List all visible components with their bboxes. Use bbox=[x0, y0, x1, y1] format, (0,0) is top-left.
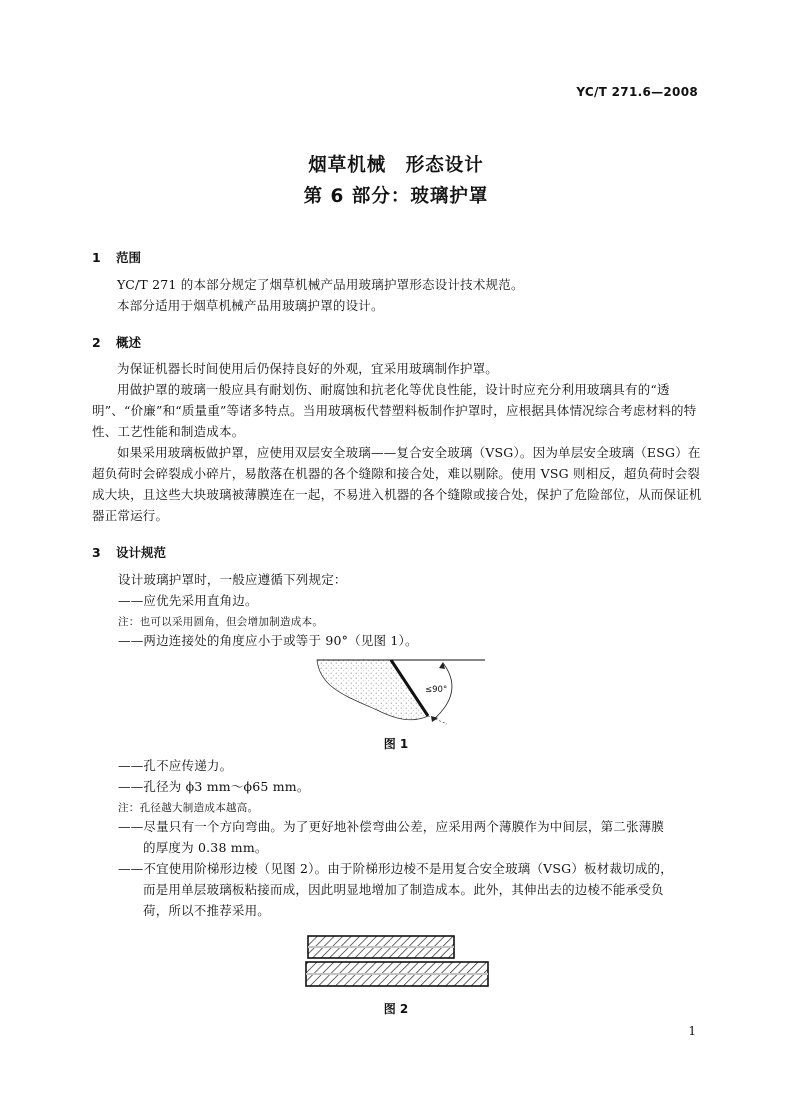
figure1-angle-label: ≤90° bbox=[425, 685, 448, 695]
section2-number: 2 bbox=[92, 335, 101, 350]
figure1-extension-line bbox=[428, 716, 447, 724]
section2-body bbox=[92, 358, 705, 526]
figure1-caption: 图 1 bbox=[383, 737, 409, 751]
rule-hole-diameter: ——孔径为 ϕ3 mm～ϕ65 mm。 bbox=[118, 779, 310, 794]
figure1-arrow-bottom bbox=[431, 716, 438, 722]
rule-stepped-edges-line1: ——不宜使用阶梯形边棱（见图 2）。由于阶梯形边棱不是用复合安全玻璃（VSG）板材裁切成的， bbox=[118, 861, 673, 876]
standard-code: YC/T 271.6—2008 bbox=[576, 85, 698, 99]
rule-right-angle-edges: ——应优先采用直角边。 bbox=[118, 593, 258, 608]
section2-paragraph-3: 如果采用玻璃板做护罩，应使用双层安全玻璃——复合安全玻璃（VSG）。因为单层安全玻璃（ESG）在超负荷时会碎裂成小碎片，易散落在机器的各个缝隙和接合处，难以剔除。使用 VSG 则相反，超负荷时会裂成大块，且这些大块玻璃被薄膜连在一起，不易进入机器的各个缝隙或接合处，保护了危险部位，从而保证机器正常运行。 bbox=[92, 445, 702, 523]
section2-paragraph-1: 为保证机器长时间使用后仍保持良好的外观，宜采用玻璃制作护罩。 bbox=[117, 361, 499, 376]
section1-paragraph-2: 本部分适用于烟草机械产品用玻璃护罩的设计。 bbox=[117, 298, 384, 313]
figure1-arrow-top bbox=[439, 662, 445, 669]
section2-paragraph-2: 用做护罩的玻璃一般应具有耐划伤、耐腐蚀和抗老化等优良性能，设计时应充分利用玻璃具有的“透明”、“价廉”和“质量重”等诸多特点。当用玻璃板代替塑料板制作护罩时，应根据具体情况综合考虑材料的特性、工艺性能和制造成本。 bbox=[92, 382, 697, 439]
document-title-line1: 烟草机械 形态设计 bbox=[308, 155, 484, 176]
document-title-line2: 第 6 部分：玻璃护罩 bbox=[303, 186, 489, 207]
rule-stepped-edges-line2: 而是用单层玻璃板粘接而成，因此明显地增加了制造成本。此外，其伸出去的边棱不能承受负 bbox=[143, 882, 664, 897]
figure1-diagram bbox=[315, 652, 487, 732]
figure2-diagram bbox=[302, 934, 492, 990]
rule-stepped-edges bbox=[118, 858, 705, 921]
section2-title: 概述 bbox=[116, 335, 142, 350]
section3-intro: 设计玻璃护罩时，一般应遵循下列规定： bbox=[118, 572, 347, 587]
section1-heading bbox=[92, 248, 141, 266]
section1-number: 1 bbox=[92, 250, 101, 265]
rule-single-bend-line2: 的厚度为 0.38 mm。 bbox=[143, 840, 268, 855]
page-number: 1 bbox=[688, 1024, 696, 1038]
section1-paragraph-1: YC/T 271 的本部分规定了烟草机械产品用玻璃护罩形态设计技术规范。 bbox=[117, 277, 524, 292]
note-rounded-corners: 注：也可以采用圆角，但会增加制造成本。 bbox=[118, 616, 324, 628]
section3-title: 设计规范 bbox=[116, 545, 167, 560]
rule-stepped-edges-line3: 荷，所以不推荐采用。 bbox=[143, 903, 271, 918]
section1-body bbox=[92, 274, 705, 316]
section2-heading bbox=[92, 333, 141, 351]
figure2-caption: 图 2 bbox=[383, 1002, 409, 1016]
section1-title: 范围 bbox=[116, 250, 142, 265]
section3-number: 3 bbox=[92, 545, 101, 560]
rule-joint-angle: ——两边连接处的角度应小于或等于 90°（见图 1）。 bbox=[118, 633, 418, 648]
note-hole-cost: 注：孔径越大制造成本越高。 bbox=[118, 802, 259, 814]
rule-holes-no-force: ——孔不应传递力。 bbox=[118, 758, 233, 773]
section3-heading bbox=[92, 543, 166, 561]
rule-single-bend bbox=[118, 816, 705, 858]
rule-single-bend-line1: ——尽量只有一个方向弯曲。为了更好地补偿弯曲公差，应采用两个薄膜作为中间层，第二张薄膜 bbox=[118, 819, 665, 834]
